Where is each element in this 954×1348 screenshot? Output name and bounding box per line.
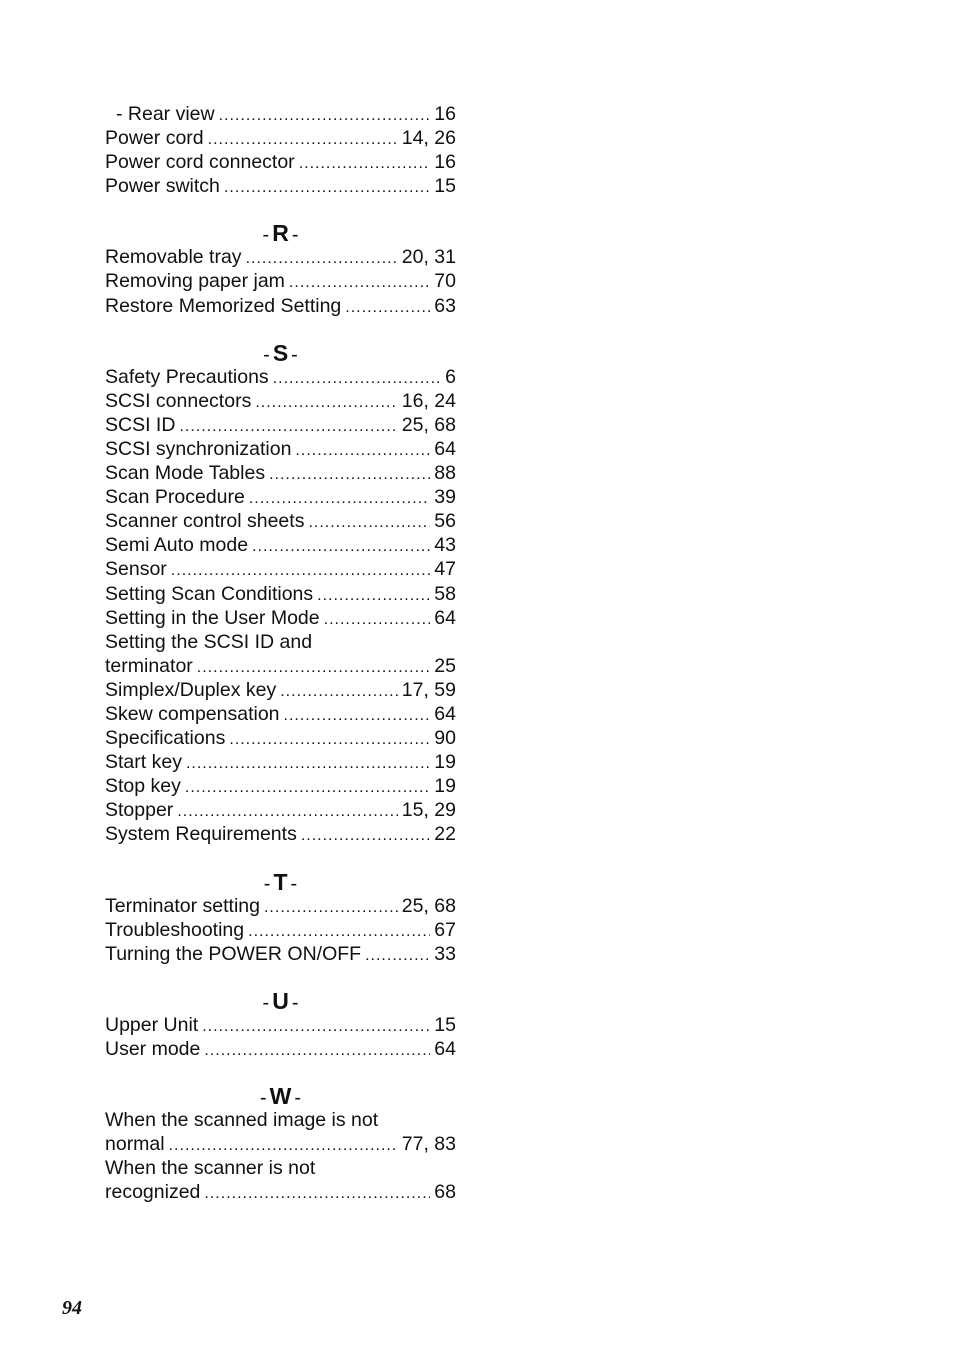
entry-pages: 56: [434, 510, 456, 533]
entry-pages: 33: [434, 942, 456, 965]
entry-label: Removing paper jam: [105, 270, 285, 293]
dot-leader: [301, 824, 430, 848]
entry-pages: 14, 26: [401, 127, 456, 150]
entry-pages: 47: [434, 558, 456, 581]
entry-label: Removable tray: [105, 246, 242, 269]
dot-leader: [177, 800, 397, 824]
entry-pages: 15, 29: [401, 799, 456, 822]
dot-leader: [284, 704, 431, 728]
entry-label: SCSI connectors: [105, 389, 252, 412]
dot-leader: [229, 728, 430, 752]
heading-letter: T: [273, 868, 288, 895]
dot-leader: [317, 584, 430, 608]
entry-label: When the scanned image is not: [105, 1109, 379, 1131]
dot-leader: [197, 656, 431, 680]
entry-label: System Requirements: [105, 823, 297, 846]
index-entry: [105, 245, 456, 269]
index-entry: [105, 557, 456, 581]
entry-label: recognized: [105, 1181, 201, 1204]
index-entry: [105, 774, 456, 798]
dot-leader: [169, 1134, 398, 1158]
dot-leader: [308, 511, 430, 535]
entry-pages: 16, 24: [401, 389, 456, 412]
dot-leader: [324, 608, 431, 632]
page-number: 94: [62, 1297, 82, 1319]
dot-leader: [224, 176, 430, 200]
section-heading-w: [105, 1084, 456, 1108]
index-entry: [105, 582, 456, 606]
entry-label: Start key: [105, 751, 182, 774]
index-entry: [105, 798, 456, 822]
dot-leader: [208, 128, 398, 152]
index-entry: [105, 150, 456, 174]
dot-leader: [171, 559, 431, 583]
entry-pages: 70: [434, 270, 456, 293]
dot-leader: [204, 1039, 430, 1063]
index-entry: [105, 630, 456, 654]
entry-pages: 22: [434, 823, 456, 846]
dot-leader: [179, 415, 397, 439]
section-heading-r: [105, 221, 456, 245]
entry-label: Turning the POWER ON/OFF: [105, 942, 362, 965]
entry-pages: 63: [434, 294, 456, 317]
index-list: [105, 102, 456, 1204]
entry-label: terminator: [105, 654, 193, 677]
dot-leader: [273, 367, 441, 391]
entry-label: Setting the SCSI ID and: [105, 630, 313, 653]
entry-label: SCSI ID: [105, 413, 176, 436]
index-entry: [105, 269, 456, 293]
entry-label: Simplex/Duplex key: [105, 678, 277, 701]
entry-label: Sensor: [105, 558, 167, 581]
index-entry: [105, 294, 456, 318]
entry-label: Restore Memorized Setting: [105, 294, 342, 317]
heading-dash: -: [290, 872, 298, 895]
entry-label: Power cord: [105, 127, 204, 150]
index-entry: [105, 942, 456, 966]
entry-pages: 17, 59: [401, 678, 456, 701]
dot-leader: [255, 391, 397, 415]
heading-dash: -: [259, 1087, 267, 1109]
entry-pages: 58: [434, 582, 456, 605]
index-entry: [105, 102, 456, 126]
heading-dash: -: [291, 224, 299, 247]
entry-pages: 77, 83: [401, 1133, 456, 1156]
entry-pages: 6: [445, 365, 456, 388]
index-entry: [105, 654, 456, 678]
entry-label: normal: [105, 1133, 165, 1156]
entry-label: Upper Unit: [105, 1013, 199, 1036]
dot-leader: [186, 752, 430, 776]
index-entry: [105, 1108, 456, 1132]
entry-label: When the scanner is not: [105, 1157, 316, 1180]
entry-pages: 68: [434, 1181, 456, 1204]
heading-dash: -: [294, 1087, 302, 1109]
index-entry: [105, 1132, 456, 1156]
dot-leader: [295, 439, 430, 463]
heading-letter: R: [272, 220, 289, 247]
index-entry: [105, 413, 456, 437]
entry-pages: 16: [434, 151, 456, 174]
entry-pages: 64: [434, 437, 456, 460]
heading-dash: -: [262, 224, 270, 247]
entry-pages: 25: [434, 654, 456, 677]
entry-label: Skew compensation: [105, 702, 280, 725]
dot-leader: [269, 463, 430, 487]
entry-label: Terminator setting: [105, 894, 260, 917]
dot-leader: [264, 896, 398, 920]
index-entry: [105, 1037, 456, 1061]
dot-leader: [249, 487, 430, 511]
heading-dash: -: [291, 991, 299, 1014]
index-entry: [105, 1180, 456, 1204]
entry-label: Stop key: [105, 775, 181, 798]
index-entry: [105, 1156, 456, 1180]
index-entry: [105, 461, 456, 485]
entry-pages: 43: [434, 534, 456, 557]
entry-label: Power cord connector: [105, 151, 295, 174]
entry-label: Scan Mode Tables: [105, 462, 266, 485]
entry-pages: 25, 68: [401, 413, 456, 436]
dot-leader: [280, 680, 398, 704]
entry-pages: 20, 31: [401, 246, 456, 269]
heading-letter: S: [272, 339, 289, 366]
entry-pages: 25, 68: [401, 894, 456, 917]
entry-pages: 88: [434, 462, 456, 485]
entry-pages: 16: [434, 103, 456, 125]
heading-dash: -: [263, 343, 270, 366]
dot-leader: [248, 920, 430, 944]
entry-pages: 64: [434, 1037, 456, 1060]
index-entry: [105, 437, 456, 461]
entry-label: User mode: [105, 1037, 201, 1060]
index-entry: [105, 174, 456, 198]
index-entry: [105, 822, 456, 846]
index-entry: [105, 894, 456, 918]
entry-label: SCSI synchronization: [105, 437, 292, 460]
dot-leader: [299, 152, 431, 176]
heading-dash: -: [262, 991, 270, 1014]
dot-leader: [246, 247, 398, 271]
entry-pages: 15: [434, 1013, 456, 1036]
index-entry: [105, 126, 456, 150]
dot-leader: [289, 271, 430, 295]
entry-label: - Rear view: [116, 103, 215, 125]
entry-label: Safety Precautions: [105, 365, 269, 388]
entry-pages: 64: [434, 702, 456, 725]
heading-letter: U: [272, 987, 289, 1014]
dot-leader: [345, 296, 430, 320]
entry-label: Scanner control sheets: [105, 510, 305, 533]
entry-pages: 39: [434, 486, 456, 509]
section-heading-t: [105, 870, 456, 894]
dot-leader: [185, 776, 430, 800]
index-entry: [105, 365, 456, 389]
entry-pages: 67: [434, 918, 456, 941]
section-heading-u: [105, 989, 456, 1013]
dot-leader: [252, 535, 430, 559]
index-entry: [105, 485, 456, 509]
entry-label: Stopper: [105, 799, 174, 822]
index-entry: [105, 726, 456, 750]
index-entry: [105, 509, 456, 533]
entry-pages: 19: [434, 751, 456, 774]
index-entry: [105, 918, 456, 942]
dot-leader: [365, 944, 430, 968]
entry-label: Troubleshooting: [105, 918, 245, 941]
dot-leader: [202, 1015, 430, 1039]
entry-label: Setting in the User Mode: [105, 606, 320, 629]
entry-label: Semi Auto mode: [105, 534, 249, 557]
index-entry: [105, 389, 456, 413]
heading-dash: -: [291, 343, 298, 366]
entry-pages: 15: [434, 175, 456, 198]
entry-pages: 64: [434, 606, 456, 629]
index-entry: [105, 533, 456, 557]
heading-dash: -: [263, 872, 271, 895]
entry-pages: 19: [434, 775, 456, 798]
heading-letter: W: [269, 1083, 292, 1109]
index-entry: [105, 1013, 456, 1037]
dot-leader: [219, 104, 431, 128]
entry-label: Setting Scan Conditions: [105, 582, 314, 605]
index-entry: [105, 678, 456, 702]
dot-leader: [204, 1182, 430, 1206]
section-heading-s: [105, 341, 456, 365]
index-entry: [105, 750, 456, 774]
entry-label: Specifications: [105, 727, 226, 750]
entry-label: Power switch: [105, 175, 220, 198]
index-entry: [105, 702, 456, 726]
entry-pages: 90: [434, 727, 456, 750]
index-entry: [105, 606, 456, 630]
entry-label: Scan Procedure: [105, 486, 245, 509]
